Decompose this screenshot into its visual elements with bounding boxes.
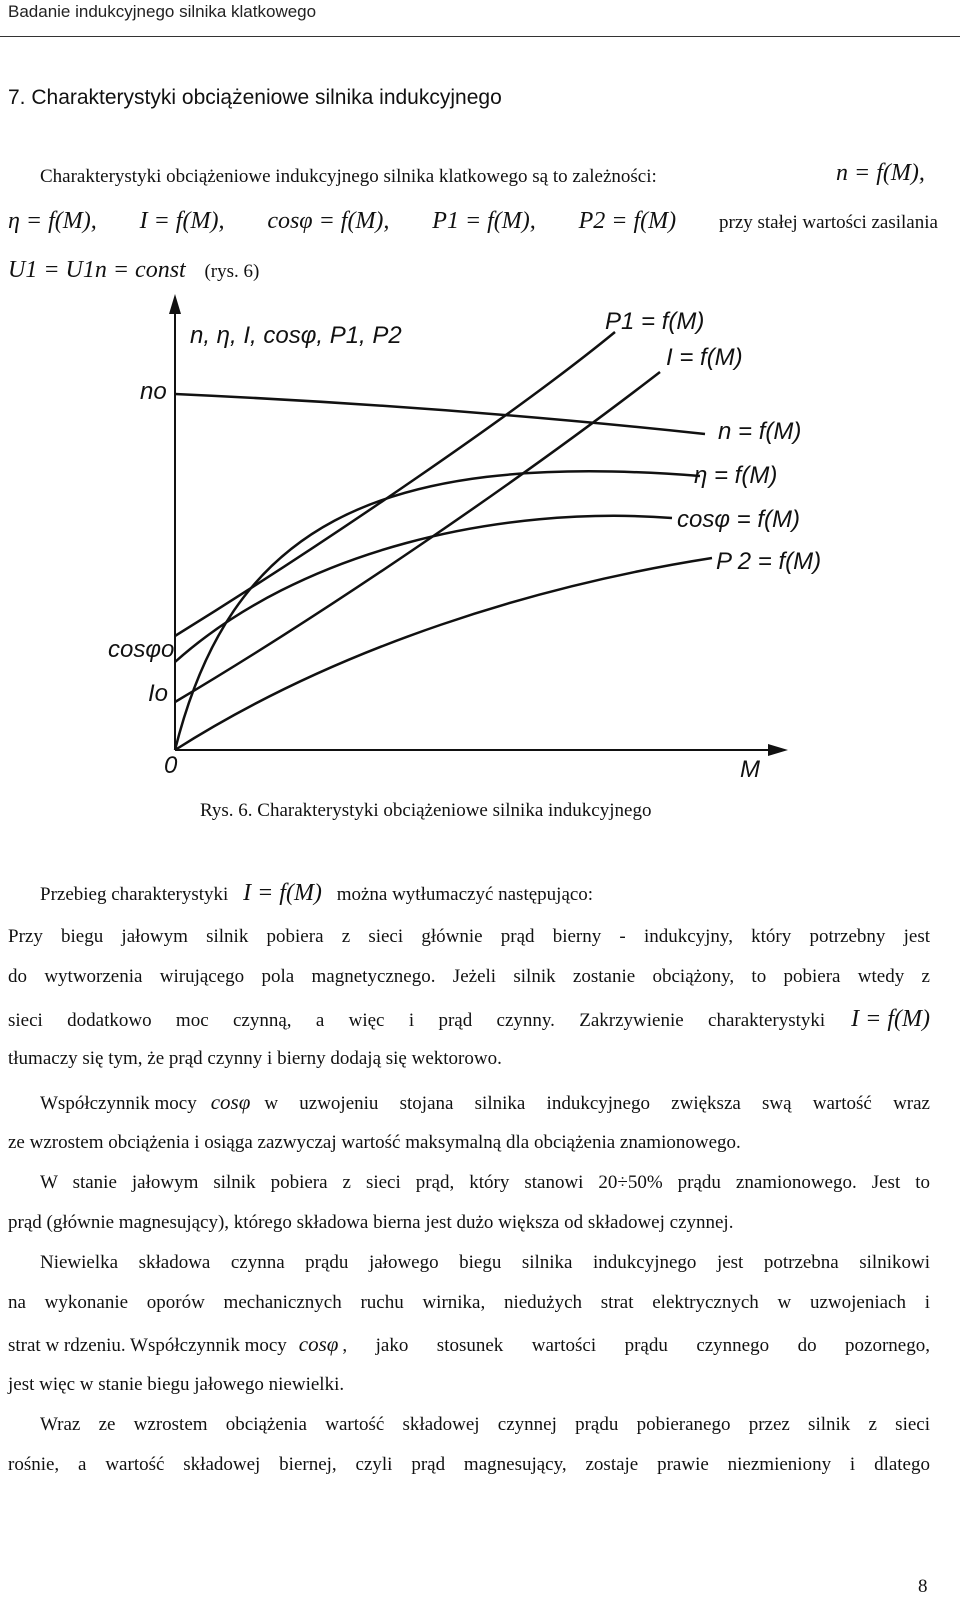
p1-eq: I = f(M): [243, 880, 322, 906]
p1-text-a: Przebieg charakterystyki: [40, 884, 229, 905]
p5-eq: cosφ: [298, 1332, 339, 1356]
p4-line-1: W stanie jałowym silnik pobiera z sieci prąd, który stanowi 20÷50% prądu znamionowego. Jest to: [40, 1172, 930, 1193]
intro-line-3: [8, 257, 259, 284]
p2-line-3-eq: I = f(M): [851, 1006, 930, 1032]
p5-line-4: jest więc w stanie biegu jałowego niewielki.: [8, 1374, 345, 1395]
eq-n: n = f(M),: [836, 160, 925, 186]
p5-line-3: [8, 1332, 930, 1357]
page-number: 8: [918, 1576, 928, 1597]
label-n0: no: [140, 378, 167, 405]
label-curve-P2: P 2 = f(M): [716, 548, 822, 575]
p1-line: [40, 880, 593, 907]
header-rule: [0, 36, 960, 37]
label-curve-eta: η = f(M): [694, 462, 778, 489]
p5-text-b: , jako stosunek wartości prądu czynnego do pozornego,: [342, 1335, 930, 1356]
curve-n: [175, 394, 705, 434]
eq-eta: η = f(M),: [8, 208, 97, 234]
p3-line-2: ze wzrostem obciążenia i osiąga zazwyczaj wartość maksymalną dla obciążenia znamionowego.: [8, 1132, 741, 1153]
eq-P2: P2 = f(M): [578, 208, 677, 234]
label-I0: Io: [148, 680, 169, 707]
y-axis-arrow: [169, 294, 181, 314]
characteristics-diagram: [0, 290, 960, 800]
label-curve-I: I = f(M): [666, 344, 743, 371]
label-curve-cos: cosφ = f(M): [677, 506, 800, 533]
p2-line-1: Przy biegu jałowym silnik pobiera z sieci głównie prąd bierny - indukcyjny, który potrzebny jest: [8, 926, 930, 947]
p5-text-a: strat w rdzeniu. Współczynnik mocy: [8, 1335, 287, 1356]
axis-label-y: n, η, I, cosφ, P1, P2: [190, 322, 402, 349]
eq-P1: P1 = f(M),: [432, 208, 536, 234]
intro-text: Charakterystyki obciążeniowe indukcyjnego silnika klatkowego są to zależności:: [40, 166, 657, 187]
p3-eq: cosφ: [210, 1090, 251, 1114]
intro-tail: przy stałej wartości zasilania: [719, 212, 938, 233]
x-axis-arrow: [768, 744, 788, 756]
p2-line-4: tłumaczy się tym, że prąd czynny i bierny dodają się wektorowo.: [8, 1048, 502, 1069]
intro-line-2: [8, 208, 938, 235]
section-title: 7. Charakterystyki obciążeniowe silnika indukcyjnego: [8, 86, 502, 109]
p3-line-1: [40, 1090, 930, 1115]
p3-text-a: Współczynnik mocy: [40, 1093, 197, 1114]
label-curve-P1: P1 = f(M): [605, 308, 705, 335]
eq-I: I = f(M),: [139, 208, 225, 234]
p6-line-1: Wraz ze wzrostem obciążenia wartość składowej czynnej prądu pobieranego przez silnik z sieci: [40, 1414, 930, 1435]
p3-text-b: w uzwojeniu stojana silnika indukcyjnego zwiększa swą wartość wraz: [264, 1093, 930, 1114]
eq-cos: cosφ = f(M),: [267, 208, 390, 234]
label-cos0: cosφo: [108, 636, 175, 663]
p6-line-2: rośnie, a wartość składowej biernej, czyli prąd magnesujący, zostaje prawie niezmieniony i dlatego: [8, 1454, 930, 1475]
figure-ref: (rys. 6): [204, 261, 260, 282]
curve-P1: [175, 332, 615, 636]
p5-line-2: na wykonanie oporów mechanicznych ruchu wirnika, niedużych strat elektrycznych w uzwojeniach i: [8, 1292, 930, 1313]
intro-line-1: [40, 166, 657, 188]
label-x-axis: M: [740, 756, 760, 783]
p5-line-1: Niewielka składowa czynna prądu jałowego biegu silnika indukcyjnego jest potrzebna silnikowi: [40, 1252, 930, 1273]
p4-line-2: prąd (głównie magnesujący), którego składowa bierna jest dużo większa od składowej czynnej.: [8, 1212, 734, 1233]
p1-text-b: można wytłumaczyć następująco:: [336, 884, 594, 905]
label-curve-n: n = f(M): [718, 418, 802, 445]
p2-line-2: do wytworzenia wirującego pola magnetycznego. Jeżeli silnik zostanie obciążony, to pobiera wtedy z: [8, 966, 930, 987]
p2-line-3: [8, 1006, 930, 1033]
running-header: Badanie indukcyjnego silnika klatkowego: [8, 2, 317, 21]
curve-eta: [175, 471, 700, 750]
figure-caption: Rys. 6. Charakterystyki obciążeniowe silnika indukcyjnego: [200, 800, 652, 821]
label-origin: 0: [164, 752, 178, 779]
p2-line-3-text: sieci dodatkowo moc czynną, a więc i prąd czynny. Zakrzywienie charakterystyki: [8, 1010, 826, 1031]
eq-U: U1 = U1n = const: [8, 257, 186, 283]
